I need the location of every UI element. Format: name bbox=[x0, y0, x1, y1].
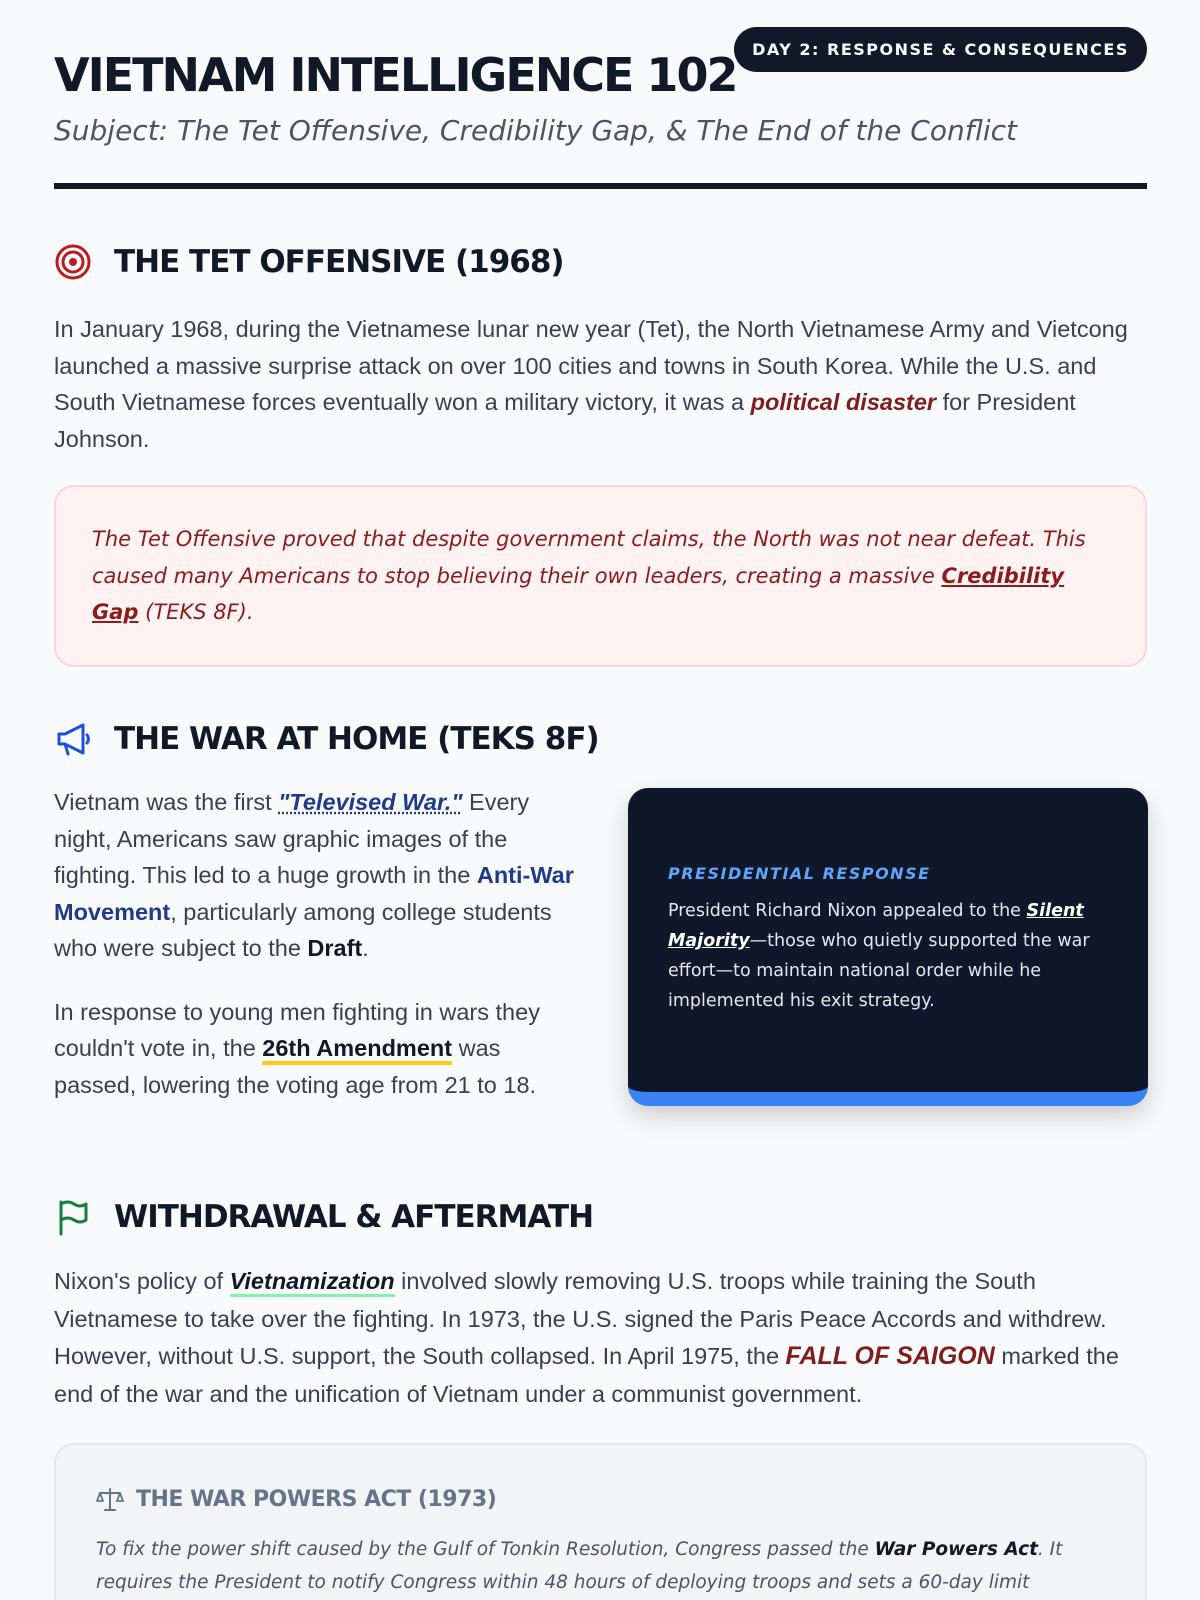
home-paragraph-2: In response to young men fighting in wars they couldn't vote in, the 26th Amendment was passed, lowering the voting age from 21 to 18. bbox=[54, 998, 540, 1098]
target-icon bbox=[54, 243, 92, 281]
flag-icon bbox=[54, 1198, 92, 1236]
war-powers-act-term: War Powers Act bbox=[874, 1539, 1038, 1560]
section-tet-title: THE TET OFFENSIVE (1968) bbox=[114, 244, 564, 280]
war-powers-act-header bbox=[96, 1485, 1105, 1513]
header-divider bbox=[54, 183, 1147, 189]
war-powers-act-card bbox=[54, 1443, 1147, 1600]
section-withdrawal-title: WITHDRAWAL & AFTERMATH bbox=[114, 1199, 594, 1235]
withdrawal-paragraph: Nixon's policy of Vietnamization involved slowly removing U.S. troops while training the South Vietnamese to take over the fighting. In 1973, the U.S. signed the Paris Peace Accords and withdrew. However, without U.S. support, the South collapsed. In April 1975, the FALL OF SAIGON marked the end of the war and the unification of Vietnam under a communist government. bbox=[54, 1268, 1119, 1407]
war-powers-act-text: To fix the power shift caused by the Gulf of Tonkin Resolution, Congress passed the War Powers Act. It requires the President to notify Congress within 48 hours of deploying troops and sets a 60-day limit bbox=[96, 1539, 1063, 1593]
tet-paragraph: In January 1968, during the Vietnamese lunar new year (Tet), the North Vietnamese Army and Vietcong launched a massive surprise attack on over 100 cities and towns in South Korea. While the U.S. and South Vietnamese forces eventually won a military victory, it was a political disaster for President Johnson. bbox=[54, 316, 1128, 452]
vietnamization-term: Vietnamization bbox=[230, 1268, 395, 1297]
page-subtitle: Subject: The Tet Offensive, Credibility Gap, & The End of the Conflict bbox=[54, 114, 1017, 147]
section-withdrawal-header bbox=[54, 1198, 593, 1236]
scales-icon bbox=[96, 1485, 124, 1513]
home-text-column bbox=[54, 784, 574, 1103]
silent-majority-term: Silent Majority bbox=[668, 901, 1084, 951]
anti-war-term: Anti-War Movement bbox=[54, 862, 574, 925]
war-powers-act-title: THE WAR POWERS ACT (1973) bbox=[136, 1486, 497, 1512]
home-paragraph-1: Vietnam was the first "Televised War." Every night, Americans saw graphic images of the fighting. This led to a huge growth in the Anti-War Movement, particularly among college students who were subject to the Draft. bbox=[54, 789, 574, 961]
presidential-response-text: President Richard Nixon appealed to the Silent Majority—those who quietly supported the war effort—to maintain national order while he implemented his exit strategy. bbox=[668, 901, 1090, 1011]
day-badge: DAY 2: RESPONSE & CONSEQUENCES bbox=[734, 27, 1147, 72]
presidential-response-label: PRESIDENTIAL RESPONSE bbox=[668, 864, 931, 883]
fall-of-saigon-term: FALL OF SAIGON bbox=[785, 1342, 995, 1370]
26th-amendment-term: 26th Amendment bbox=[262, 1035, 452, 1065]
televised-war-term: "Televised War." bbox=[278, 789, 463, 815]
presidential-response-card bbox=[628, 788, 1148, 1106]
section-home-header bbox=[54, 720, 599, 758]
megaphone-icon bbox=[54, 720, 92, 758]
credibility-gap-term: Credibility Gap bbox=[92, 563, 1065, 624]
page-title: VIETNAM INTELLIGENCE 102 bbox=[54, 48, 737, 102]
section-home-title: THE WAR AT HOME (TEKS 8F) bbox=[114, 721, 599, 757]
credibility-gap-callout: The Tet Offensive proved that despite government claims, the North was not near defeat. This caused many Americans to stop believing their own leaders, creating a massive Credibility Gap (TEKS 8F). bbox=[54, 485, 1147, 667]
draft-term: Draft bbox=[307, 935, 363, 961]
political-disaster-term: political disaster bbox=[750, 389, 937, 415]
section-tet-header bbox=[54, 243, 564, 281]
